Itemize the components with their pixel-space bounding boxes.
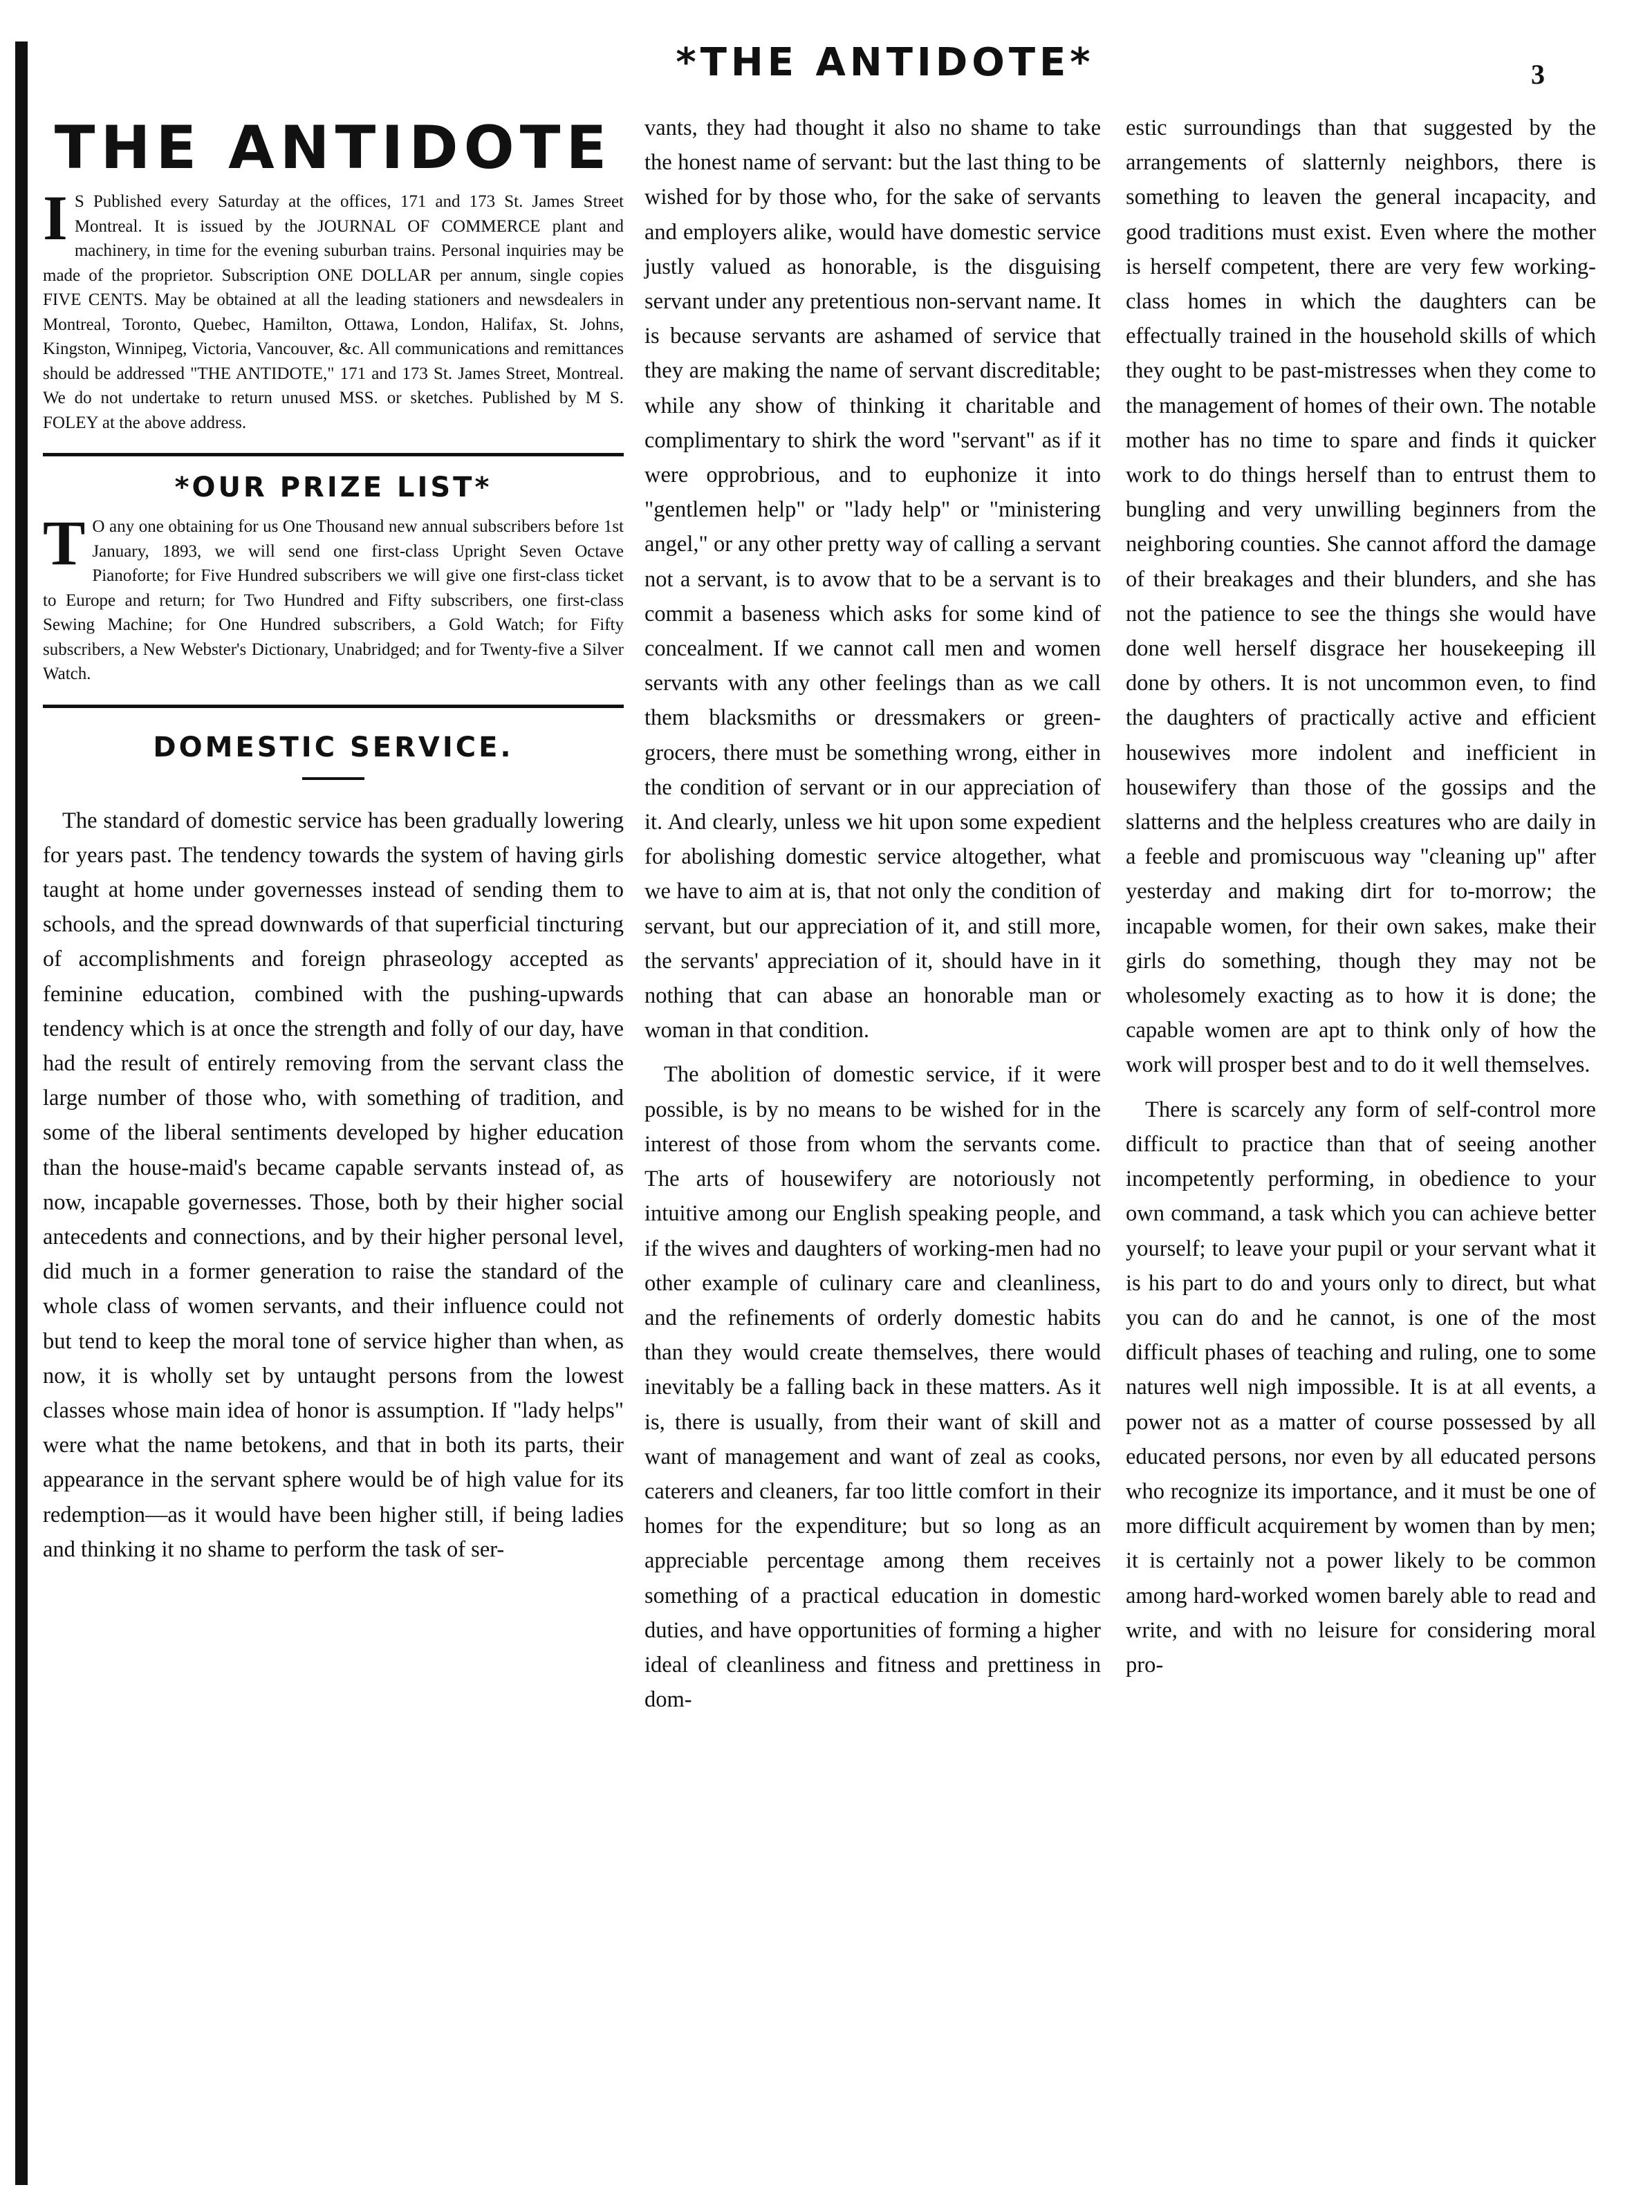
prize-list-heading: *OUR PRIZE LIST* <box>174 472 492 503</box>
article-paragraph: estic surroundings than that suggested by the arrangements of slatternly neighbors, there is something to leaven the general incapacity, and good traditions must exist. Even where the mother is herself competent, there are very few working-class homes in which the daughters can be effectually trained in the household skills of which they ought to be past-mistresses when they come to the management of homes of their own. The notable mother has no time to spare and finds it quicker work to do things herself than to entrust them to bungling and very unwilling beginners from the neighboring counties. She cannot afford the damage of their breakages and their blunders, and she has not the patience to see the things she would have done well herself disgrace her housekeeping ill done by others. It is not uncommon even, to find the daughters of practically active and efficient housewives more indolent and inefficient in housewifery than those of the gossips and the slatterns and the helpless creatures who are daily in a feeble and promiscuous way "cleaning up" after yesterday and making dirt for to-morrow; the incapable women, for their own sakes, make their girls do something, though they may not be wholesomely exacting as to how it is done; the capable women are apt to think only of how the work will prosper best and to do it well themselves. <box>1126 115 1596 1078</box>
column-2 <box>644 111 1101 1717</box>
heading-rule <box>302 777 364 780</box>
article-paragraph: The abolition of domestic service, if it were possible, is by no means to be wished for in the interest of those from whom the servants come. The arts of housewifery are notoriously not intuitive among our English speaking people, and if the wives and daughters of working-men had no other example of culinary care and cleanliness, and the refinements of orderly domestic habits than they would create themselves, there would inevitably be a falling back in these matters. As it is, there is usually, from their want of skill and want of management and want of zeal as cooks, caterers and cleaners, far too little comfort in their homes for the expenditure; but so long as an appreciable percentage among them receives something of a practical education in domestic duties, and have opportunities of forming a higher ideal of cleanliness and fitness and prettiness in dom- <box>644 1062 1101 1713</box>
binding-edge <box>15 41 28 2185</box>
masthead-title: THE ANTIDOTE <box>54 113 613 183</box>
article-paragraph: There is scarcely any form of self-control more difficult to practice than that of seeing another incompetently performing, in obedience to your own command, a task which you can achieve better yourself; to leave your pupil or your servant what it is his part to do and yours only to direct, but what you can do and he cannot, is one of the most difficult phases of teaching and ruling, one to some natures well nigh impossible. It is at all events, a power not as a matter of course possessed by all educated persons, nor even by all educated persons who recognize its importance, and it must be one of more difficult acquirement by women than by men; it is certainly not a power likely to be common among hard-worked women barely able to read and write, and with no leisure for considering moral pro- <box>1126 1097 1596 1677</box>
notice-text: S Published every Saturday at the offices, 171 and 173 St. James Street Montreal. It is issued by the JOURNAL OF COMMERCE plant and machinery, in time for the evening suburban trains. Personal inquiries may be made of the proprietor. Subscription ONE DOLLAR per annum, single copies FIVE CENTS. May be obtained at all the leading stationers and newsdealers in Montreal, Toronto, Quebec, Hamilton, Ottawa, London, Halifax, St. Johns, Kingston, Winnipeg, Victoria, Vancouver, &c. All communications and remittances should be addressed "THE ANTIDOTE," 171 and 173 St. James Street, Montreal. We do not undertake to return unused MSS. or sketches. Published by M S. FOLEY at the above address. <box>43 192 624 432</box>
notice-dropcap: I <box>43 183 68 253</box>
page-number: 3 <box>1531 59 1545 90</box>
section-divider <box>43 705 624 708</box>
prize-list-text <box>43 508 624 687</box>
column-1 <box>43 111 624 1567</box>
article-heading: DOMESTIC SERVICE. <box>153 731 514 763</box>
column-3 <box>1126 111 1596 1682</box>
section-divider <box>43 453 624 456</box>
running-title: *THE ANTIDOTE* <box>676 40 1095 85</box>
article-paragraph: The standard of domestic service has been gradually lowering for years past. The tendency towards the system of having girls taught at home under governesses instead of sending them to schools, and the spread downwards of that superficial tincturing of accomplishments and foreign phraseology accepted as feminine education, combined with the pushing-upwards tendency which is at once the strength and folly of our day, have had the result of entirely removing from the servant class the large number of those who, with something of tradition, and some of the liberal sentiments developed by higher education than the house-maid's became capable servants instead of, as now, incapable governesses. Those, both by their higher social antecedents and connections, and by their higher personal level, did much in a former generation to raise the standard of the whole class of women servants, and their influence could not but tend to keep the moral tone of service higher than when, as now, it is wholly set by untaught persons from the lowest classes whose main idea of honor is assumption. If "lady helps" were what the name betokens, and that in both its parts, their appearance in the servant sphere would be of high value for its redemption—as it would have been higher still, if being ladies and thinking it no shame to perform the task of ser- <box>43 808 624 1562</box>
publication-notice <box>43 183 624 435</box>
prize-text: O any one obtaining for us One Thousand new annual subscribers before 1st January, 1893, we will send one first-class Upright Seven Octave Pianoforte; for Five Hundred subscribers we will give one first-class ticket to Europe and return; for Two Hundred and Fifty subscribers, one first-class Sewing Machine; for One Hundred subscribers, a Gold Watch; for Fifty subscribers, a New Webster's Dictionary, Unabridged; and for Twenty-five a Silver Watch. <box>43 517 624 683</box>
prize-dropcap: T <box>43 508 86 578</box>
article-paragraph: vants, they had thought it also no shame to take the honest name of servant: but the last thing to be wished for by those who, for the sake of servants and employers alike, would have domestic service justly valued as honorable, is the disguising servant under any pretentious non-servant name. It is because servants are ashamed of service that they are making the name of servant discreditable; while any show of thinking it charitable and complimentary to shirk the word "servant" as if it were opprobrious, and to euphonize it into "gentlemen help" or "lady help" or "ministering angel," or any other pretty way of calling a servant not a servant, is to avow that to be a servant is to commit a baseness which asks for some kind of concealment. If we cannot call men and women servants with any other feelings than as we call them blacksmiths or dressmakers or green-grocers, there must be something wrong, either in the condition of servant or in our appreciation of it. And clearly, unless we hit upon some expedient for abolishing domestic service altogether, what we have to aim at is, that not only the condition of servant, but our appreciation of it, and still more, the servants' appreciation of it, should have in it nothing that can abase an honorable man or woman in that condition. <box>644 115 1101 1043</box>
